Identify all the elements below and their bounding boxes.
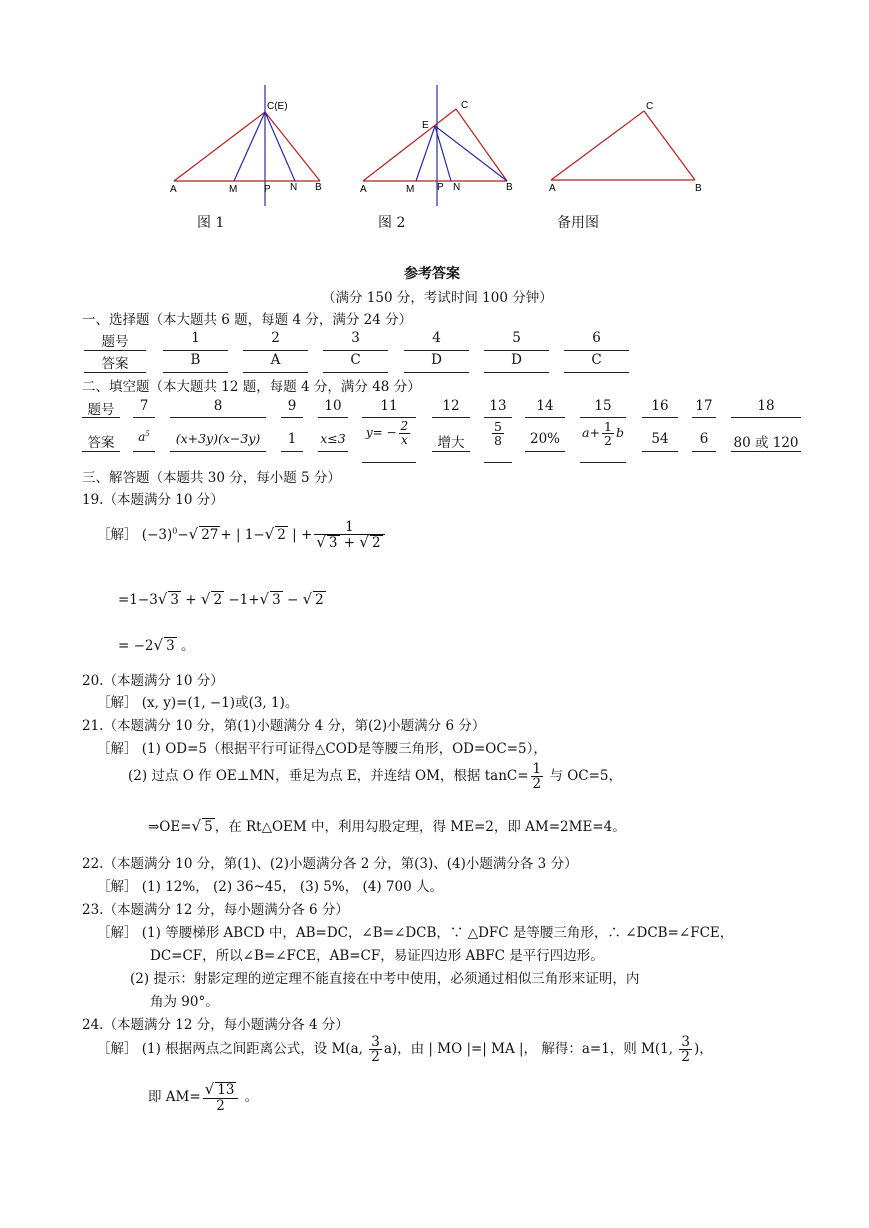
s2-num-9: 9 xyxy=(287,398,297,414)
q19-head: 19.（本题满分 10 分） xyxy=(82,492,224,508)
q24-line1: ［解］ (1) 根据两点之间距离公式，设 M(a, $\frac{3}{2}$ a)，由 | MO |=| MA |， 解得：a=1，则 M(1, $\frac{3}{2}$ )， xyxy=(97,1034,713,1066)
s1-ans-1: B xyxy=(190,352,201,368)
s1-ans-5: D xyxy=(511,352,522,368)
s2-ans-14: 20% xyxy=(529,431,560,447)
fig2-label-c: C xyxy=(461,100,469,111)
q21-line1: ［解］ (1) OD=5（根据平行可证得△COD是等腰三角形，OD=OC=5）， xyxy=(97,741,547,757)
q21-line2: (2) 过点 O 作 OE⊥MN，垂足为点 E，并连结 OM，根据 tanC= $\frac{1}{2}$ 与 OC=5， xyxy=(128,761,623,793)
fig3-caption: 备用图 xyxy=(557,215,599,231)
q23-line4: 角为 90°。 xyxy=(150,994,219,1010)
section3-title: 三、解答题（本题共 30 分，每小题 5 分） xyxy=(82,470,341,486)
s2-ans-13: $\frac{5}{8}$ xyxy=(494,419,502,449)
s1-ans-6: C xyxy=(591,352,602,368)
q20-head: 20.（本题满分 10 分） xyxy=(82,673,224,689)
fig1-label-a: A xyxy=(170,184,177,195)
fig1-label-p: P xyxy=(264,184,271,195)
s2-ans-17: 6 xyxy=(699,431,709,447)
s2-ans-16: 54 xyxy=(651,431,669,447)
s2-num-18: 18 xyxy=(757,398,775,414)
s2-num-15: 15 xyxy=(594,398,612,414)
fig1-label-m: M xyxy=(229,184,238,195)
figure-1 xyxy=(160,80,340,210)
fig1-caption: 图 1 xyxy=(197,215,225,231)
s2-row-ans: 答案 xyxy=(87,435,115,451)
q19-line3: = −2√ 3 。 xyxy=(118,636,195,654)
s2-num-11: 11 xyxy=(380,398,398,414)
fig2-label-a: A xyxy=(360,184,367,195)
s2-num-14: 14 xyxy=(536,398,554,414)
fig1-label-n: N xyxy=(290,182,298,193)
s2-ans-12: 增大 xyxy=(437,435,465,451)
fig2-label-n: N xyxy=(453,182,461,193)
section1-title: 一、选择题（本大题共 6 题，每题 4 分，满分 24 分） xyxy=(82,312,413,328)
fig3-label-c: C xyxy=(646,101,654,112)
s1-num-3: 3 xyxy=(351,330,360,346)
s1-num-6: 6 xyxy=(592,330,601,346)
s2-ans-11: y= − $\frac{2}{x}$ xyxy=(365,419,409,447)
figure-2 xyxy=(355,80,525,210)
s2-num-17: 17 xyxy=(695,398,713,414)
s2-ans-15: a+ $\frac{1}{2}$ b xyxy=(582,419,624,449)
s2-row-head: 题号 xyxy=(87,402,115,418)
s1-num-5: 5 xyxy=(512,330,521,346)
fig3-label-b: B xyxy=(695,183,702,194)
s2-ans-8: (x+3y)(x−3y) xyxy=(175,431,261,446)
s2-num-10: 10 xyxy=(324,398,342,414)
fig2-caption: 图 2 xyxy=(378,215,406,231)
q23-head: 23.（本题满分 12 分，每小题满分各 6 分） xyxy=(82,902,349,918)
fig2-label-p: P xyxy=(437,182,444,193)
s1-ans-3: C xyxy=(350,352,361,368)
s2-num-8: 8 xyxy=(213,398,223,414)
q24-head: 24.（本题满分 12 分，每小题满分各 4 分） xyxy=(82,1017,349,1033)
q20-line: ［解］ (x, y)=(1, −1)或(3, 1)。 xyxy=(97,695,299,711)
fig3-label-a: A xyxy=(549,183,556,194)
s2-num-16: 16 xyxy=(651,398,669,414)
s1-num-1: 1 xyxy=(191,330,200,346)
figure-3 xyxy=(545,95,715,200)
q19-line2: =1−3√ 3 + √ 2 −1+√ 3 − √ 2 xyxy=(118,590,324,608)
fig2-label-e: E xyxy=(422,120,429,131)
s1-ans-2: A xyxy=(270,352,281,368)
page-subtitle: （满分 150 分，考试时间 100 分钟） xyxy=(322,290,553,306)
q23-line1: ［解］ (1) 等腰梯形 ABCD 中，AB=DC，∠B=∠DCB，∵ △DFC 是等腰三角形，∴ ∠DCB=∠FCE， xyxy=(97,925,734,941)
fig1-label-c: C(E) xyxy=(267,101,288,112)
q21-head: 21.（本题满分 10 分，第(1)小题满分 4 分，第(2)小题满分 6 分） xyxy=(82,718,486,734)
s2-num-12: 12 xyxy=(442,398,460,414)
s1-ans-4: D xyxy=(431,352,442,368)
s2-ans-18: 80 或 120 xyxy=(733,435,799,451)
s2-num-13: 13 xyxy=(489,398,507,414)
s1-row-ans: 答案 xyxy=(101,356,129,372)
q23-line2: DC=CF，所以∠B=∠FCE，AB=CF，易证四边形 ABFC 是平行四边形。 xyxy=(150,948,604,964)
fig2-label-b: B xyxy=(506,182,513,193)
q19-line1: ［解］ $(-3)^0-√$ 27 + | 1−√ 2 | + $\frac{1}{√ 3 + √ 2}$ xyxy=(97,520,387,551)
page-title: 参考答案 xyxy=(404,266,460,282)
q23-line3: (2) 提示：射影定理的逆定理不能直接在中考中使用，必须通过相似三角形来证明，内 xyxy=(130,971,640,987)
s1-num-4: 4 xyxy=(432,330,441,346)
q22-line: ［解］ (1) 12%， (2) 36~45， (3) 5%， (4) 700 人。 xyxy=(97,879,443,895)
s1-num-2: 2 xyxy=(271,330,280,346)
s2-ans-7: $a^5$ xyxy=(138,430,150,444)
q24-line2: 即 AM= $\frac{√ 13}{2}$ 。 xyxy=(148,1080,259,1114)
section2-title: 二、填空题（本大题共 12 题，每题 4 分，满分 48 分） xyxy=(82,379,421,395)
q21-line3: ⇒OE=√ 5 ，在 Rt△OEM 中，利用勾股定理，得 ME=2，即 AM=2ME=4。 xyxy=(148,817,626,835)
s2-ans-10: x≤3 xyxy=(320,431,346,446)
s2-num-7: 7 xyxy=(139,398,149,414)
s2-ans-9: 1 xyxy=(287,431,297,447)
q22-head: 22.（本题满分 10 分，第(1)、(2)小题满分各 2 分，第(3)、(4)小题满分各 3 分） xyxy=(82,856,578,872)
fig1-label-b: B xyxy=(315,182,322,193)
s1-row-head: 题号 xyxy=(101,334,129,350)
fig2-label-m: M xyxy=(406,184,415,195)
